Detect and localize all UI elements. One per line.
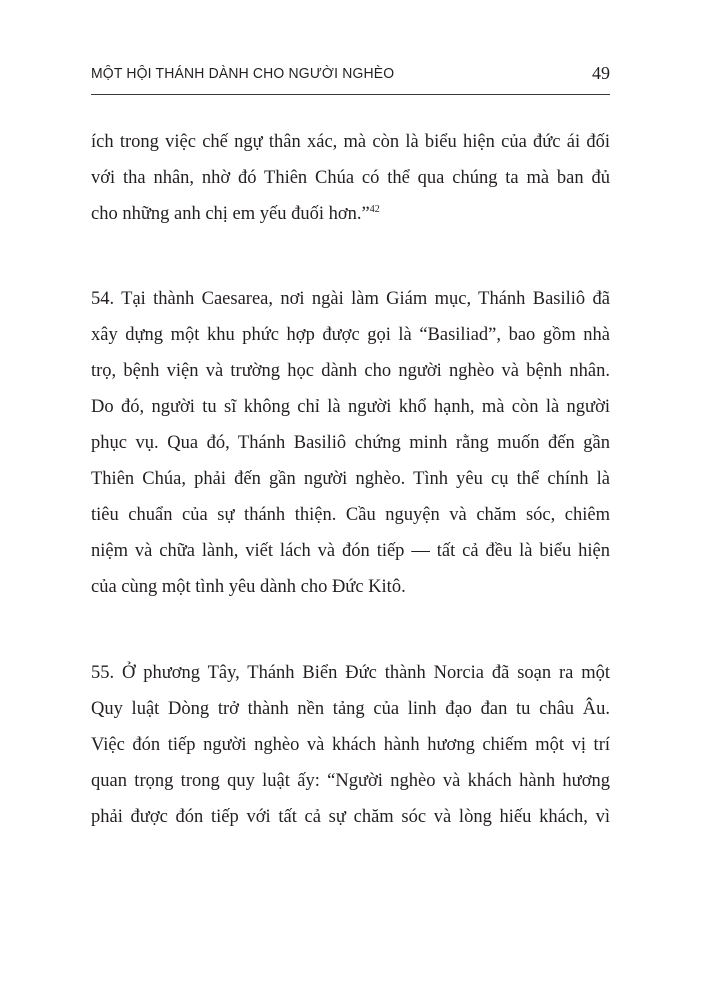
running-header xyxy=(91,58,610,95)
text-line: của cùng một tình yêu dành cho Đức Kitô. xyxy=(91,577,406,597)
text-line: tiêu chuẩn của sự thánh thiện. Cầu nguyện và chăm sóc, chiêm xyxy=(91,505,610,525)
text-line: 55. Ở phương Tây, Thánh Biển Đức thành Norcia đã soạn ra một xyxy=(91,663,610,683)
footnote-reference: 42 xyxy=(369,203,380,215)
text-line: 54. Tại thành Caesarea, nơi ngài làm Giám mục, Thánh Basiliô đã xyxy=(91,289,610,309)
text-line xyxy=(91,202,610,226)
text-line: Thiên Chúa, phải đến gần người nghèo. Tình yêu cụ thể chính là xyxy=(91,469,610,489)
text-line: xây dựng một khu phức hợp được gọi là “Basiliad”, bao gồm nhà xyxy=(91,325,610,345)
text-line: niệm và chữa lành, viết lách và đón tiếp — tất cả đều là biểu hiện xyxy=(91,541,610,561)
text-line: Quy luật Dòng trở thành nền tảng của linh đạo đan tu châu Âu. xyxy=(91,699,610,719)
text-line: với tha nhân, nhờ đó Thiên Chúa có thể qua chúng ta mà ban đủ xyxy=(91,168,610,188)
page-number: 49 xyxy=(592,63,610,83)
text-line: Việc đón tiếp người nghèo và khách hành hương chiếm một vị trí xyxy=(91,735,610,755)
running-title: MỘT HỘI THÁNH DÀNH CHO NGƯỜI NGHÈO xyxy=(91,65,395,82)
text-line: phải được đón tiếp với tất cả sự chăm sóc và lòng hiếu khách, vì xyxy=(91,807,610,827)
text-line: ích trong việc chế ngự thân xác, mà còn là biểu hiện của đức ái đối xyxy=(91,132,610,152)
text-line-content: cho những anh chị em yếu đuối hơn.” xyxy=(91,204,370,224)
text-line: trọ, bệnh viện và trường học dành cho người nghèo và bệnh nhân. xyxy=(91,361,610,381)
text-line: quan trọng trong quy luật ấy: “Người nghèo và khách hành hương xyxy=(91,771,610,791)
text-line: Do đó, người tu sĩ không chỉ là người khổ hạnh, mà còn là người xyxy=(91,397,610,417)
text-line: phục vụ. Qua đó, Thánh Basiliô chứng minh rằng muốn đến gần xyxy=(91,433,610,453)
